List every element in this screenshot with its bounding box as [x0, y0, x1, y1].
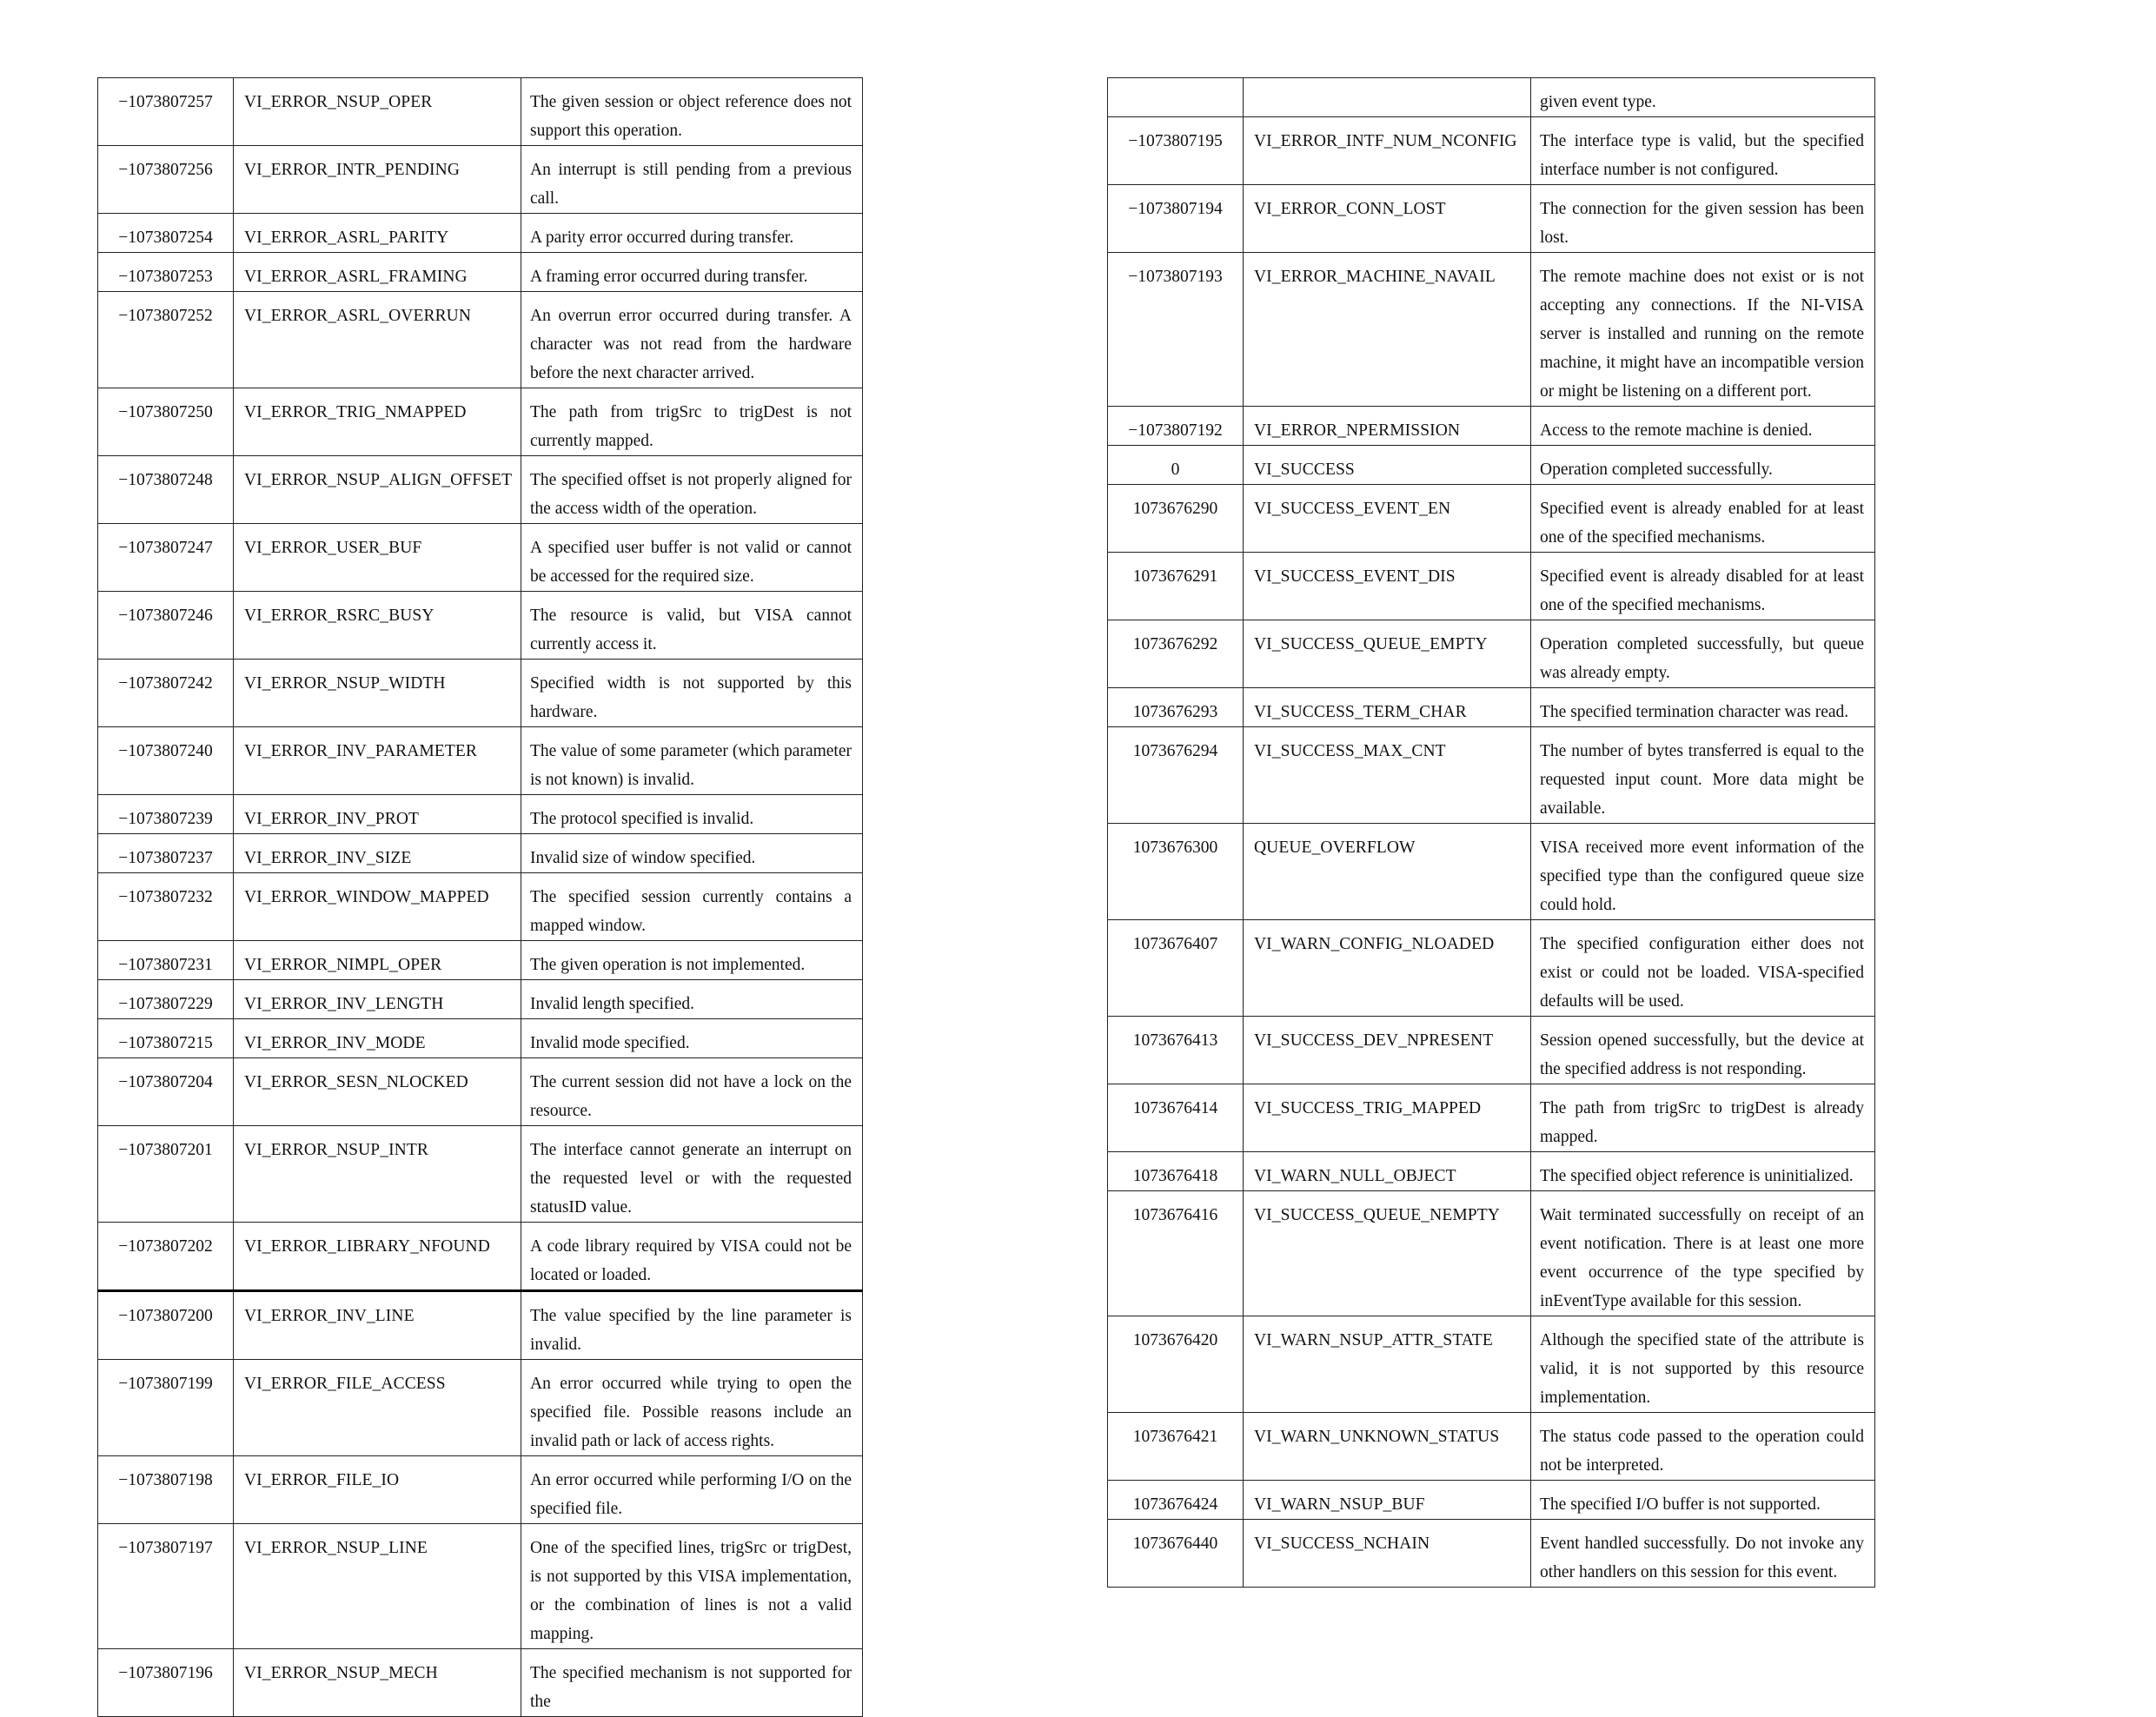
status-code-cell: −1073807239: [98, 795, 234, 834]
status-name-cell: VI_ERROR_WINDOW_MAPPED: [234, 873, 521, 941]
description-cell: The specified object reference is uninitialized.: [1531, 1152, 1875, 1191]
status-code-cell: 1073676420: [1108, 1316, 1244, 1413]
right-page: [1107, 77, 1875, 1588]
table-row: [1108, 727, 1875, 824]
status-code-cell: −1073807242: [98, 660, 234, 727]
description-cell: Operation completed successfully, but queue was already empty.: [1531, 620, 1875, 688]
description-cell: A parity error occurred during transfer.: [521, 214, 863, 253]
description-cell: The remote machine does not exist or is not accepting any connections. If the NI-VISA server is installed and running on the remote machine, it might have an incompatible version or might be listening on a different port.: [1531, 253, 1875, 407]
status-code-cell: −1073807196: [98, 1649, 234, 1717]
description-cell: The given session or object reference does not support this operation.: [521, 78, 863, 146]
table-row: [1108, 1017, 1875, 1084]
status-name-cell: VI_ERROR_NSUP_OPER: [234, 78, 521, 146]
status-code-cell: −1073807252: [98, 292, 234, 388]
left-page: [97, 77, 863, 1717]
table-row: [1108, 185, 1875, 253]
table-row: [98, 1058, 863, 1126]
description-cell: given event type.: [1531, 78, 1875, 117]
description-cell: An interrupt is still pending from a previous call.: [521, 146, 863, 214]
table-row: [98, 146, 863, 214]
status-code-table-right: [1107, 77, 1875, 1588]
description-cell: The path from trigSrc to trigDest is not currently mapped.: [521, 388, 863, 456]
status-name-cell: VI_ERROR_INV_PROT: [234, 795, 521, 834]
table-row: [98, 1360, 863, 1456]
status-code-cell: 1073676424: [1108, 1481, 1244, 1520]
status-code-cell: −1073807229: [98, 980, 234, 1019]
status-code-cell: −1073807257: [98, 78, 234, 146]
status-name-cell: VI_ERROR_ASRL_FRAMING: [234, 253, 521, 292]
table-row: [1108, 1084, 1875, 1152]
description-cell: An overrun error occurred during transfer. A character was not read from the hardware before the next character arrived.: [521, 292, 863, 388]
table-row: [1108, 1481, 1875, 1520]
description-cell: The number of bytes transferred is equal to the requested input count. More data might be available.: [1531, 727, 1875, 824]
status-name-cell: VI_WARN_NSUP_BUF: [1244, 1481, 1531, 1520]
description-cell: Access to the remote machine is denied.: [1531, 407, 1875, 446]
table-row: [1108, 485, 1875, 553]
description-cell: A specified user buffer is not valid or cannot be accessed for the required size.: [521, 524, 863, 592]
table-row: [98, 214, 863, 253]
status-code-cell: −1073807199: [98, 1360, 234, 1456]
description-cell: A framing error occurred during transfer.: [521, 253, 863, 292]
status-code-cell: 1073676290: [1108, 485, 1244, 553]
description-cell: One of the specified lines, trigSrc or trigDest, is not supported by this VISA implementation, or the combination of lines is not a valid mapping.: [521, 1524, 863, 1649]
description-cell: Specified event is already enabled for at least one of the specified mechanisms.: [1531, 485, 1875, 553]
table-row: [98, 388, 863, 456]
status-code-cell: −1073807253: [98, 253, 234, 292]
status-code-table-left: [97, 77, 863, 1717]
description-cell: VISA received more event information of the specified type than the configured queue size could hold.: [1531, 824, 1875, 920]
status-name-cell: VI_ERROR_LIBRARY_NFOUND: [234, 1223, 521, 1291]
description-cell: Specified width is not supported by this hardware.: [521, 660, 863, 727]
status-name-cell: VI_ERROR_MACHINE_NAVAIL: [1244, 253, 1531, 407]
status-name-cell: VI_SUCCESS_EVENT_EN: [1244, 485, 1531, 553]
table-row: [98, 1019, 863, 1058]
status-name-cell: VI_ERROR_TRIG_NMAPPED: [234, 388, 521, 456]
status-code-cell: 1073676300: [1108, 824, 1244, 920]
table-row: [1108, 824, 1875, 920]
status-code-cell: −1073807247: [98, 524, 234, 592]
table-row: [1108, 253, 1875, 407]
status-name-cell: VI_SUCCESS_QUEUE_NEMPTY: [1244, 1191, 1531, 1316]
status-code-cell: 0: [1108, 446, 1244, 485]
status-name-cell: VI_WARN_NULL_OBJECT: [1244, 1152, 1531, 1191]
status-code-cell: −1073807232: [98, 873, 234, 941]
status-name-cell: VI_ERROR_INV_LENGTH: [234, 980, 521, 1019]
status-code-cell: [1108, 78, 1244, 117]
description-cell: The status code passed to the operation could not be interpreted.: [1531, 1413, 1875, 1481]
description-cell: The protocol specified is invalid.: [521, 795, 863, 834]
description-cell: A code library required by VISA could not be located or loaded.: [521, 1223, 863, 1291]
status-name-cell: VI_ERROR_NSUP_MECH: [234, 1649, 521, 1717]
status-code-cell: −1073807194: [1108, 185, 1244, 253]
status-code-cell: 1073676293: [1108, 688, 1244, 727]
table-row: [98, 834, 863, 873]
description-cell: The value of some parameter (which parameter is not known) is invalid.: [521, 727, 863, 795]
description-cell: Session opened successfully, but the device at the specified address is not responding.: [1531, 1017, 1875, 1084]
description-cell: The connection for the given session has been lost.: [1531, 185, 1875, 253]
table-row: [98, 1126, 863, 1223]
description-cell: The path from trigSrc to trigDest is already mapped.: [1531, 1084, 1875, 1152]
description-cell: Event handled successfully. Do not invoke any other handlers on this session for this event.: [1531, 1520, 1875, 1588]
status-code-cell: −1073807240: [98, 727, 234, 795]
table-row: [1108, 446, 1875, 485]
description-cell: An error occurred while performing I/O on the specified file.: [521, 1456, 863, 1524]
status-name-cell: VI_WARN_NSUP_ATTR_STATE: [1244, 1316, 1531, 1413]
status-name-cell: VI_ERROR_USER_BUF: [234, 524, 521, 592]
status-name-cell: VI_ERROR_NIMPL_OPER: [234, 941, 521, 980]
description-cell: The resource is valid, but VISA cannot currently access it.: [521, 592, 863, 660]
status-code-cell: 1073676416: [1108, 1191, 1244, 1316]
description-cell: The specified session currently contains a mapped window.: [521, 873, 863, 941]
status-name-cell: VI_ERROR_ASRL_OVERRUN: [234, 292, 521, 388]
table-row: [98, 980, 863, 1019]
status-code-cell: 1073676294: [1108, 727, 1244, 824]
description-cell: Although the specified state of the attribute is valid, it is not supported by this resource implementation.: [1531, 1316, 1875, 1413]
table-row: [98, 660, 863, 727]
status-name-cell: VI_ERROR_ASRL_PARITY: [234, 214, 521, 253]
table-row: [1108, 620, 1875, 688]
status-code-cell: 1073676418: [1108, 1152, 1244, 1191]
table-row: [98, 1223, 863, 1291]
description-cell: The specified termination character was read.: [1531, 688, 1875, 727]
description-cell: Invalid mode specified.: [521, 1019, 863, 1058]
description-cell: The specified configuration either does not exist or could not be loaded. VISA-specified defaults will be used.: [1531, 920, 1875, 1017]
status-name-cell: VI_SUCCESS_QUEUE_EMPTY: [1244, 620, 1531, 688]
table-row: [1108, 1413, 1875, 1481]
status-name-cell: VI_ERROR_INV_PARAMETER: [234, 727, 521, 795]
status-name-cell: VI_ERROR_NSUP_LINE: [234, 1524, 521, 1649]
status-name-cell: VI_SUCCESS: [1244, 446, 1531, 485]
description-cell: Invalid size of window specified.: [521, 834, 863, 873]
description-cell: The interface type is valid, but the specified interface number is not configured.: [1531, 117, 1875, 185]
status-code-cell: −1073807200: [98, 1291, 234, 1360]
table-row: [98, 292, 863, 388]
status-name-cell: VI_ERROR_INV_SIZE: [234, 834, 521, 873]
table-row: [1108, 1152, 1875, 1191]
status-code-cell: 1073676440: [1108, 1520, 1244, 1588]
status-code-cell: 1073676291: [1108, 553, 1244, 620]
status-code-cell: −1073807195: [1108, 117, 1244, 185]
status-code-cell: 1073676421: [1108, 1413, 1244, 1481]
status-name-cell: VI_ERROR_NSUP_WIDTH: [234, 660, 521, 727]
description-cell: Specified event is already disabled for at least one of the specified mechanisms.: [1531, 553, 1875, 620]
status-code-cell: −1073807231: [98, 941, 234, 980]
status-name-cell: VI_WARN_UNKNOWN_STATUS: [1244, 1413, 1531, 1481]
table-row: [98, 727, 863, 795]
status-name-cell: VI_SUCCESS_DEV_NPRESENT: [1244, 1017, 1531, 1084]
table-row: [98, 78, 863, 146]
status-name-cell: VI_ERROR_SESN_NLOCKED: [234, 1058, 521, 1126]
table-row: [98, 1649, 863, 1717]
description-cell: Wait terminated successfully on receipt of an event notification. There is at least one more event occurrence of the type specified by inEventType available for this session.: [1531, 1191, 1875, 1316]
status-code-cell: −1073807192: [1108, 407, 1244, 446]
table-row: [1108, 553, 1875, 620]
status-name-cell: [1244, 78, 1531, 117]
table-row: [98, 253, 863, 292]
status-name-cell: VI_ERROR_NSUP_ALIGN_OFFSET: [234, 456, 521, 524]
status-code-cell: −1073807254: [98, 214, 234, 253]
table-row: [1108, 1191, 1875, 1316]
table-row: [1108, 117, 1875, 185]
status-name-cell: VI_ERROR_NSUP_INTR: [234, 1126, 521, 1223]
status-name-cell: VI_ERROR_FILE_ACCESS: [234, 1360, 521, 1456]
status-name-cell: VI_SUCCESS_NCHAIN: [1244, 1520, 1531, 1588]
status-name-cell: QUEUE_OVERFLOW: [1244, 824, 1531, 920]
status-name-cell: VI_SUCCESS_EVENT_DIS: [1244, 553, 1531, 620]
description-cell: The specified I/O buffer is not supported.: [1531, 1481, 1875, 1520]
status-name-cell: VI_ERROR_INTR_PENDING: [234, 146, 521, 214]
table-row: [98, 873, 863, 941]
status-code-cell: 1073676414: [1108, 1084, 1244, 1152]
table-row: [1108, 1520, 1875, 1588]
status-code-cell: −1073807246: [98, 592, 234, 660]
status-code-cell: −1073807193: [1108, 253, 1244, 407]
description-cell: Invalid length specified.: [521, 980, 863, 1019]
table-row: [1108, 1316, 1875, 1413]
status-code-cell: 1073676407: [1108, 920, 1244, 1017]
status-code-cell: −1073807248: [98, 456, 234, 524]
status-name-cell: VI_WARN_CONFIG_NLOADED: [1244, 920, 1531, 1017]
description-cell: The current session did not have a lock on the resource.: [521, 1058, 863, 1126]
table-row: [98, 592, 863, 660]
description-cell: Operation completed successfully.: [1531, 446, 1875, 485]
status-name-cell: VI_ERROR_CONN_LOST: [1244, 185, 1531, 253]
status-name-cell: VI_ERROR_RSRC_BUSY: [234, 592, 521, 660]
description-cell: The specified mechanism is not supported for the: [521, 1649, 863, 1717]
table-row: [98, 795, 863, 834]
status-code-cell: −1073807204: [98, 1058, 234, 1126]
status-code-cell: −1073807198: [98, 1456, 234, 1524]
status-code-cell: −1073807250: [98, 388, 234, 456]
table-row: [98, 456, 863, 524]
description-cell: An error occurred while trying to open the specified file. Possible reasons include an invalid path or lack of access rights.: [521, 1360, 863, 1456]
table-row: [98, 1291, 863, 1360]
description-cell: The given operation is not implemented.: [521, 941, 863, 980]
status-name-cell: VI_ERROR_INTF_NUM_NCONFIG: [1244, 117, 1531, 185]
table-row: [98, 524, 863, 592]
status-code-cell: 1073676413: [1108, 1017, 1244, 1084]
status-name-cell: VI_SUCCESS_TERM_CHAR: [1244, 688, 1531, 727]
status-name-cell: VI_ERROR_NPERMISSION: [1244, 407, 1531, 446]
status-code-cell: −1073807201: [98, 1126, 234, 1223]
status-name-cell: VI_SUCCESS_TRIG_MAPPED: [1244, 1084, 1531, 1152]
table-row: [98, 1524, 863, 1649]
status-code-cell: −1073807197: [98, 1524, 234, 1649]
description-cell: The specified offset is not properly aligned for the access width of the operation.: [521, 456, 863, 524]
description-cell: The interface cannot generate an interrupt on the requested level or with the requested statusID value.: [521, 1126, 863, 1223]
status-name-cell: VI_ERROR_INV_LINE: [234, 1291, 521, 1360]
table-row: [1108, 920, 1875, 1017]
table-row: [1108, 78, 1875, 117]
status-code-cell: −1073807215: [98, 1019, 234, 1058]
table-row: [98, 1456, 863, 1524]
status-name-cell: VI_SUCCESS_MAX_CNT: [1244, 727, 1531, 824]
status-name-cell: VI_ERROR_INV_MODE: [234, 1019, 521, 1058]
description-cell: The value specified by the line parameter is invalid.: [521, 1291, 863, 1360]
status-name-cell: VI_ERROR_FILE_IO: [234, 1456, 521, 1524]
status-code-cell: 1073676292: [1108, 620, 1244, 688]
status-code-cell: −1073807256: [98, 146, 234, 214]
status-code-cell: −1073807237: [98, 834, 234, 873]
table-row: [98, 941, 863, 980]
table-row: [1108, 407, 1875, 446]
status-code-cell: −1073807202: [98, 1223, 234, 1291]
table-row: [1108, 688, 1875, 727]
